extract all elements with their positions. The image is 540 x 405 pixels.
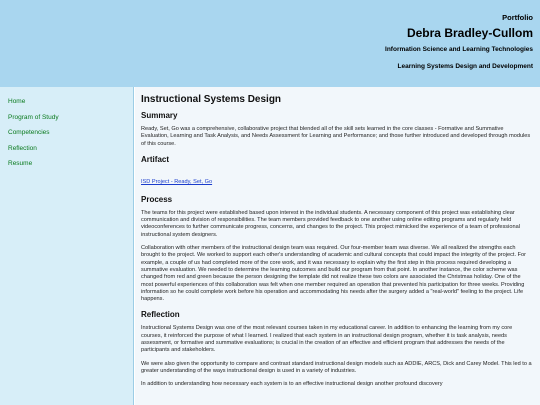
reflection-paragraph-2: We were also given the opportunity to compare and contrast standard instructional design models such as ADDIE, ARCS, Dick and Carey Model. This led to a greater understanding of the ways instructional design is used in a variety of industries.	[141, 360, 532, 374]
main-content	[135, 87, 540, 405]
process-paragraph-2: Collaboration with other members of the instructional design team was required. Our four-member team was diverse. We all realized the strengths each brought to the project. We worked to support each other's understanding of academic and cultural concepts that could impact the integrity of the project. For example, a couple of us had completed more of the core work, and it was necessary to explain why the first step in this process required developing a summative evaluation. We needed to determine the learning outcomes and build our program from that point. In another instance, the color scheme was changed from red and green because the person designing the template did not realize these two colors are associated the Christmas holiday. One of the most powerful experiences of this collaboration was felt when one member required an operation that prevented his participation for three weeks. Providing information so he could complete work before his operation and accommodating his needs after the surgery added a "real-world" feeling to the project. Life happens.	[141, 245, 526, 303]
process-heading: Process	[141, 194, 173, 204]
process-paragraph-1: The teams for this project were established based upon interest in the individual students. A necessary component of this project was establishing clear communication and division of responsibilities. The team members provided feedback to one another using online editing programs and regularly held videoconferences to further communicate progress, concerns, and changes to the project. This project mimicked the experience of a team of professional instructional system designers.	[141, 209, 520, 238]
portfolio-label: Portfolio	[502, 13, 533, 22]
sidebar-item-reflection[interactable]: Reflection	[8, 144, 37, 152]
page-title: Instructional Systems Design	[141, 94, 282, 105]
reflection-paragraph-3: In addition to understanding how necessary each system is to an effective instructional design another profound discovery	[141, 381, 443, 388]
sidebar-item-home[interactable]: Home	[8, 98, 26, 105]
sidebar-item-resume[interactable]: Resume	[8, 160, 33, 167]
artifact-link[interactable]: ISD Project - Ready, Set, Go	[141, 178, 213, 185]
sidebar-item-competencies[interactable]: Competencies	[8, 129, 50, 136]
artifact-heading: Artifact	[141, 154, 170, 164]
concentration-subtitle: Learning Systems Design and Development	[397, 63, 533, 70]
program-subtitle: Information Science and Learning Technologies	[385, 46, 533, 53]
reflection-heading: Reflection	[141, 310, 180, 320]
sidebar-item-program-of-study[interactable]: Program of Study	[8, 113, 59, 121]
page-header	[0, 0, 540, 87]
sidebar-nav	[0, 87, 134, 405]
author-name: Debra Bradley-Cullom	[406, 26, 533, 40]
summary-heading: Summary	[141, 111, 178, 120]
reflection-paragraph-1: Instructional Systems Design was one of the most relevant courses taken in my educational career. In addition to enhancing the learning from my core courses, it reinforced the purpose of what I learned. I realized that each system in an instructional design program, whether it is task analysis, needs assessment, or formative and summative evaluations; is crucial in the creation of an effective and efficient program that addresses the needs of the participants and stakeholders.	[141, 325, 513, 354]
summary-text: Ready, Set, Go was a comprehensive, collaborative project that blended all of the skill sets learned in the core classes - Formative and Summative Evaluation, Learning and Task Analysis, and Needs Assessment for Learning and Performance; and those further introduced and developed through modules of this course.	[141, 126, 531, 147]
